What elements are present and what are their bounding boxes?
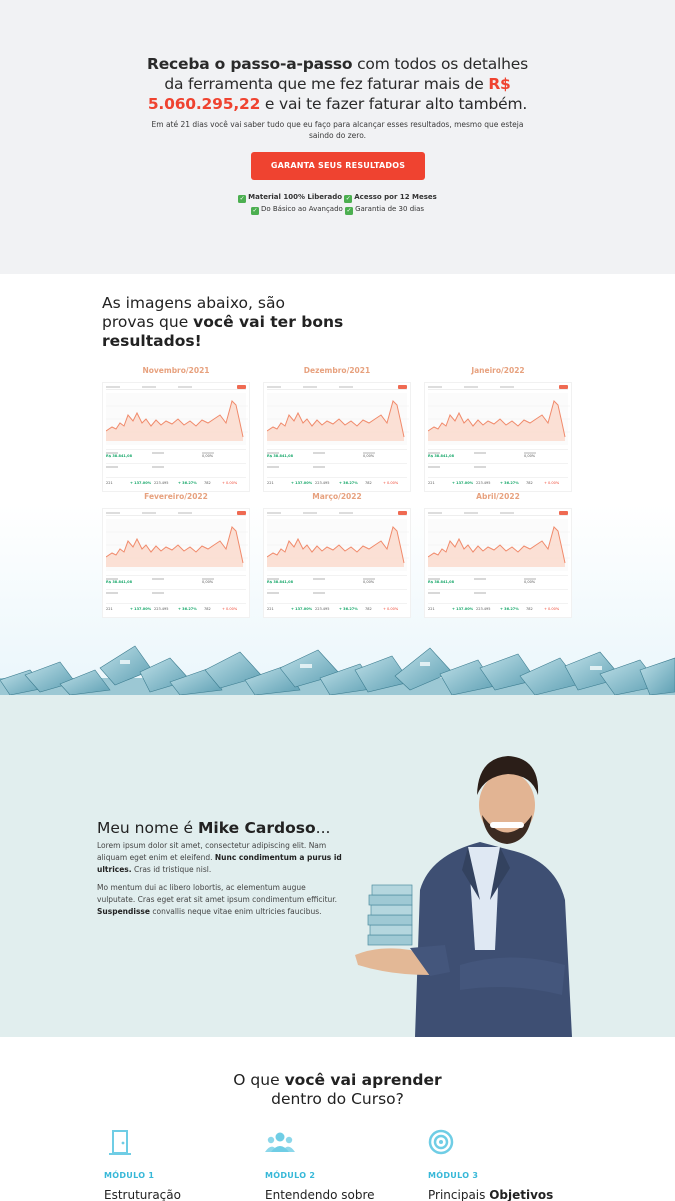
about-paragraph-1: Lorem ipsum dolor sit amet, consectetur adipiscing elit. Nam aliquam eget enim et eleifend. Nunc condimentum a purus id ultrices. Cras id tristique nisl. xyxy=(97,841,342,874)
dashboard-toolbar xyxy=(106,385,246,390)
sales-proof-screenshot xyxy=(424,366,572,492)
proof-title: As imagens abaixo, são provas que você vai ter bons resultados! xyxy=(102,294,344,350)
module-card xyxy=(265,1128,415,1201)
module-label: MÓDULO 1 xyxy=(104,1171,155,1180)
dashboard-toolbar xyxy=(267,511,407,516)
sales-proof-screenshot xyxy=(263,492,411,618)
dashboard-stats: R$ 38.841,08 0,00% 221 + 137.00% 223.495 + 36.27% 782 + 0.00% xyxy=(267,575,407,617)
module-name: Entendendo sobre xyxy=(265,1188,375,1201)
author-photo xyxy=(350,750,580,1037)
check-icon: ✓ xyxy=(345,195,351,202)
target-icon xyxy=(428,1128,458,1158)
dashboard-stats: R$ 38.841,08 0,00% 221 + 137.00% 223.495 + 36.27% 782 + 0.00% xyxy=(428,575,568,617)
dashboard-card xyxy=(102,382,250,492)
check-icon: ✓ xyxy=(252,207,258,214)
hero-title: Receba o passo-a-passo com todos os detalhes da ferramenta que me fez faturar mais de R$ 5.060.295,22 e vai te fazer faturar alto também. xyxy=(146,55,528,113)
dashboard-card xyxy=(424,508,572,618)
sales-line-chart xyxy=(428,519,568,571)
check-icon: ✓ xyxy=(239,195,245,202)
check-icon: ✓ xyxy=(346,207,352,214)
benefit-item: Garantia de 30 dias xyxy=(355,205,425,213)
module-card xyxy=(104,1128,254,1201)
benefit-item: Do Básico ao Avançado xyxy=(260,205,343,213)
users-icon xyxy=(265,1128,295,1158)
benefit-item: Acesso por 12 Meses xyxy=(354,193,437,201)
module-name: Principais Objetivos xyxy=(428,1188,554,1201)
sales-proof-screenshot xyxy=(102,492,250,618)
module-label: MÓDULO 2 xyxy=(265,1171,316,1180)
door-icon xyxy=(104,1128,134,1158)
sales-line-chart xyxy=(267,519,407,571)
sales-line-chart xyxy=(267,393,407,445)
month-title: Dezembro/2021 xyxy=(303,366,371,375)
guarantee-results-button[interactable]: GARANTA SEUS RESULTADOS xyxy=(251,152,425,180)
sales-proof-screenshot xyxy=(424,492,572,618)
benefits-checklist xyxy=(150,191,525,215)
sales-line-chart xyxy=(106,519,246,571)
dashboard-card xyxy=(263,382,411,492)
dashboard-stats: R$ 38.841,08 0,00% 221 + 137.00% 223.495 + 36.27% 782 + 0.00% xyxy=(267,449,407,491)
month-title: Novembro/2021 xyxy=(142,366,210,375)
module-name: Estruturação xyxy=(104,1188,181,1201)
sales-line-chart xyxy=(106,393,246,445)
module-card xyxy=(428,1128,578,1201)
month-title: Janeiro/2022 xyxy=(471,366,525,375)
hero-subtitle: Em até 21 dias você vai saber tudo que eu faço para alcançar esses resultados, mesmo que esteja saindo do zero. xyxy=(151,120,524,140)
dashboard-stats: R$ 38.841,08 0,00% 221 + 137.00% 223.495 + 36.27% 782 + 0.00% xyxy=(428,449,568,491)
dashboard-card xyxy=(102,508,250,618)
dashboard-card xyxy=(263,508,411,618)
about-paragraph-2: Mo mentum dui ac libero lobortis, ac elementum augue vulputate. Cras eget erat sit amet ipsum condimentum efficitur. Suspendisse convallis neque vitae enim ultricies faucibus. xyxy=(97,883,338,916)
dashboard-stats: R$ 38.841,08 0,00% 221 + 137.00% 223.495 + 36.27% 782 + 0.00% xyxy=(106,575,246,617)
sales-proof-screenshot xyxy=(263,366,411,492)
benefit-item: Material 100% Liberado xyxy=(248,193,343,201)
sales-proof-screenshot xyxy=(102,366,250,492)
sales-line-chart xyxy=(428,393,568,445)
course-title: O que você vai aprender dentro do Curso? xyxy=(233,1071,442,1108)
dashboard-card xyxy=(424,382,572,492)
module-label: MÓDULO 3 xyxy=(428,1171,479,1180)
about-heading: Meu nome é Mike Cardoso... xyxy=(97,819,331,837)
dashboard-toolbar xyxy=(428,511,568,516)
dashboard-toolbar xyxy=(428,385,568,390)
dashboard-toolbar xyxy=(106,511,246,516)
dashboard-stats: R$ 38.841,08 0,00% 221 + 137.00% 223.495 + 36.27% 782 + 0.00% xyxy=(106,449,246,491)
month-title: Abril/2022 xyxy=(476,492,520,501)
month-title: Fevereiro/2022 xyxy=(144,492,208,501)
month-title: Março/2022 xyxy=(312,492,362,501)
dashboard-toolbar xyxy=(267,385,407,390)
money-pile-image xyxy=(0,640,675,695)
